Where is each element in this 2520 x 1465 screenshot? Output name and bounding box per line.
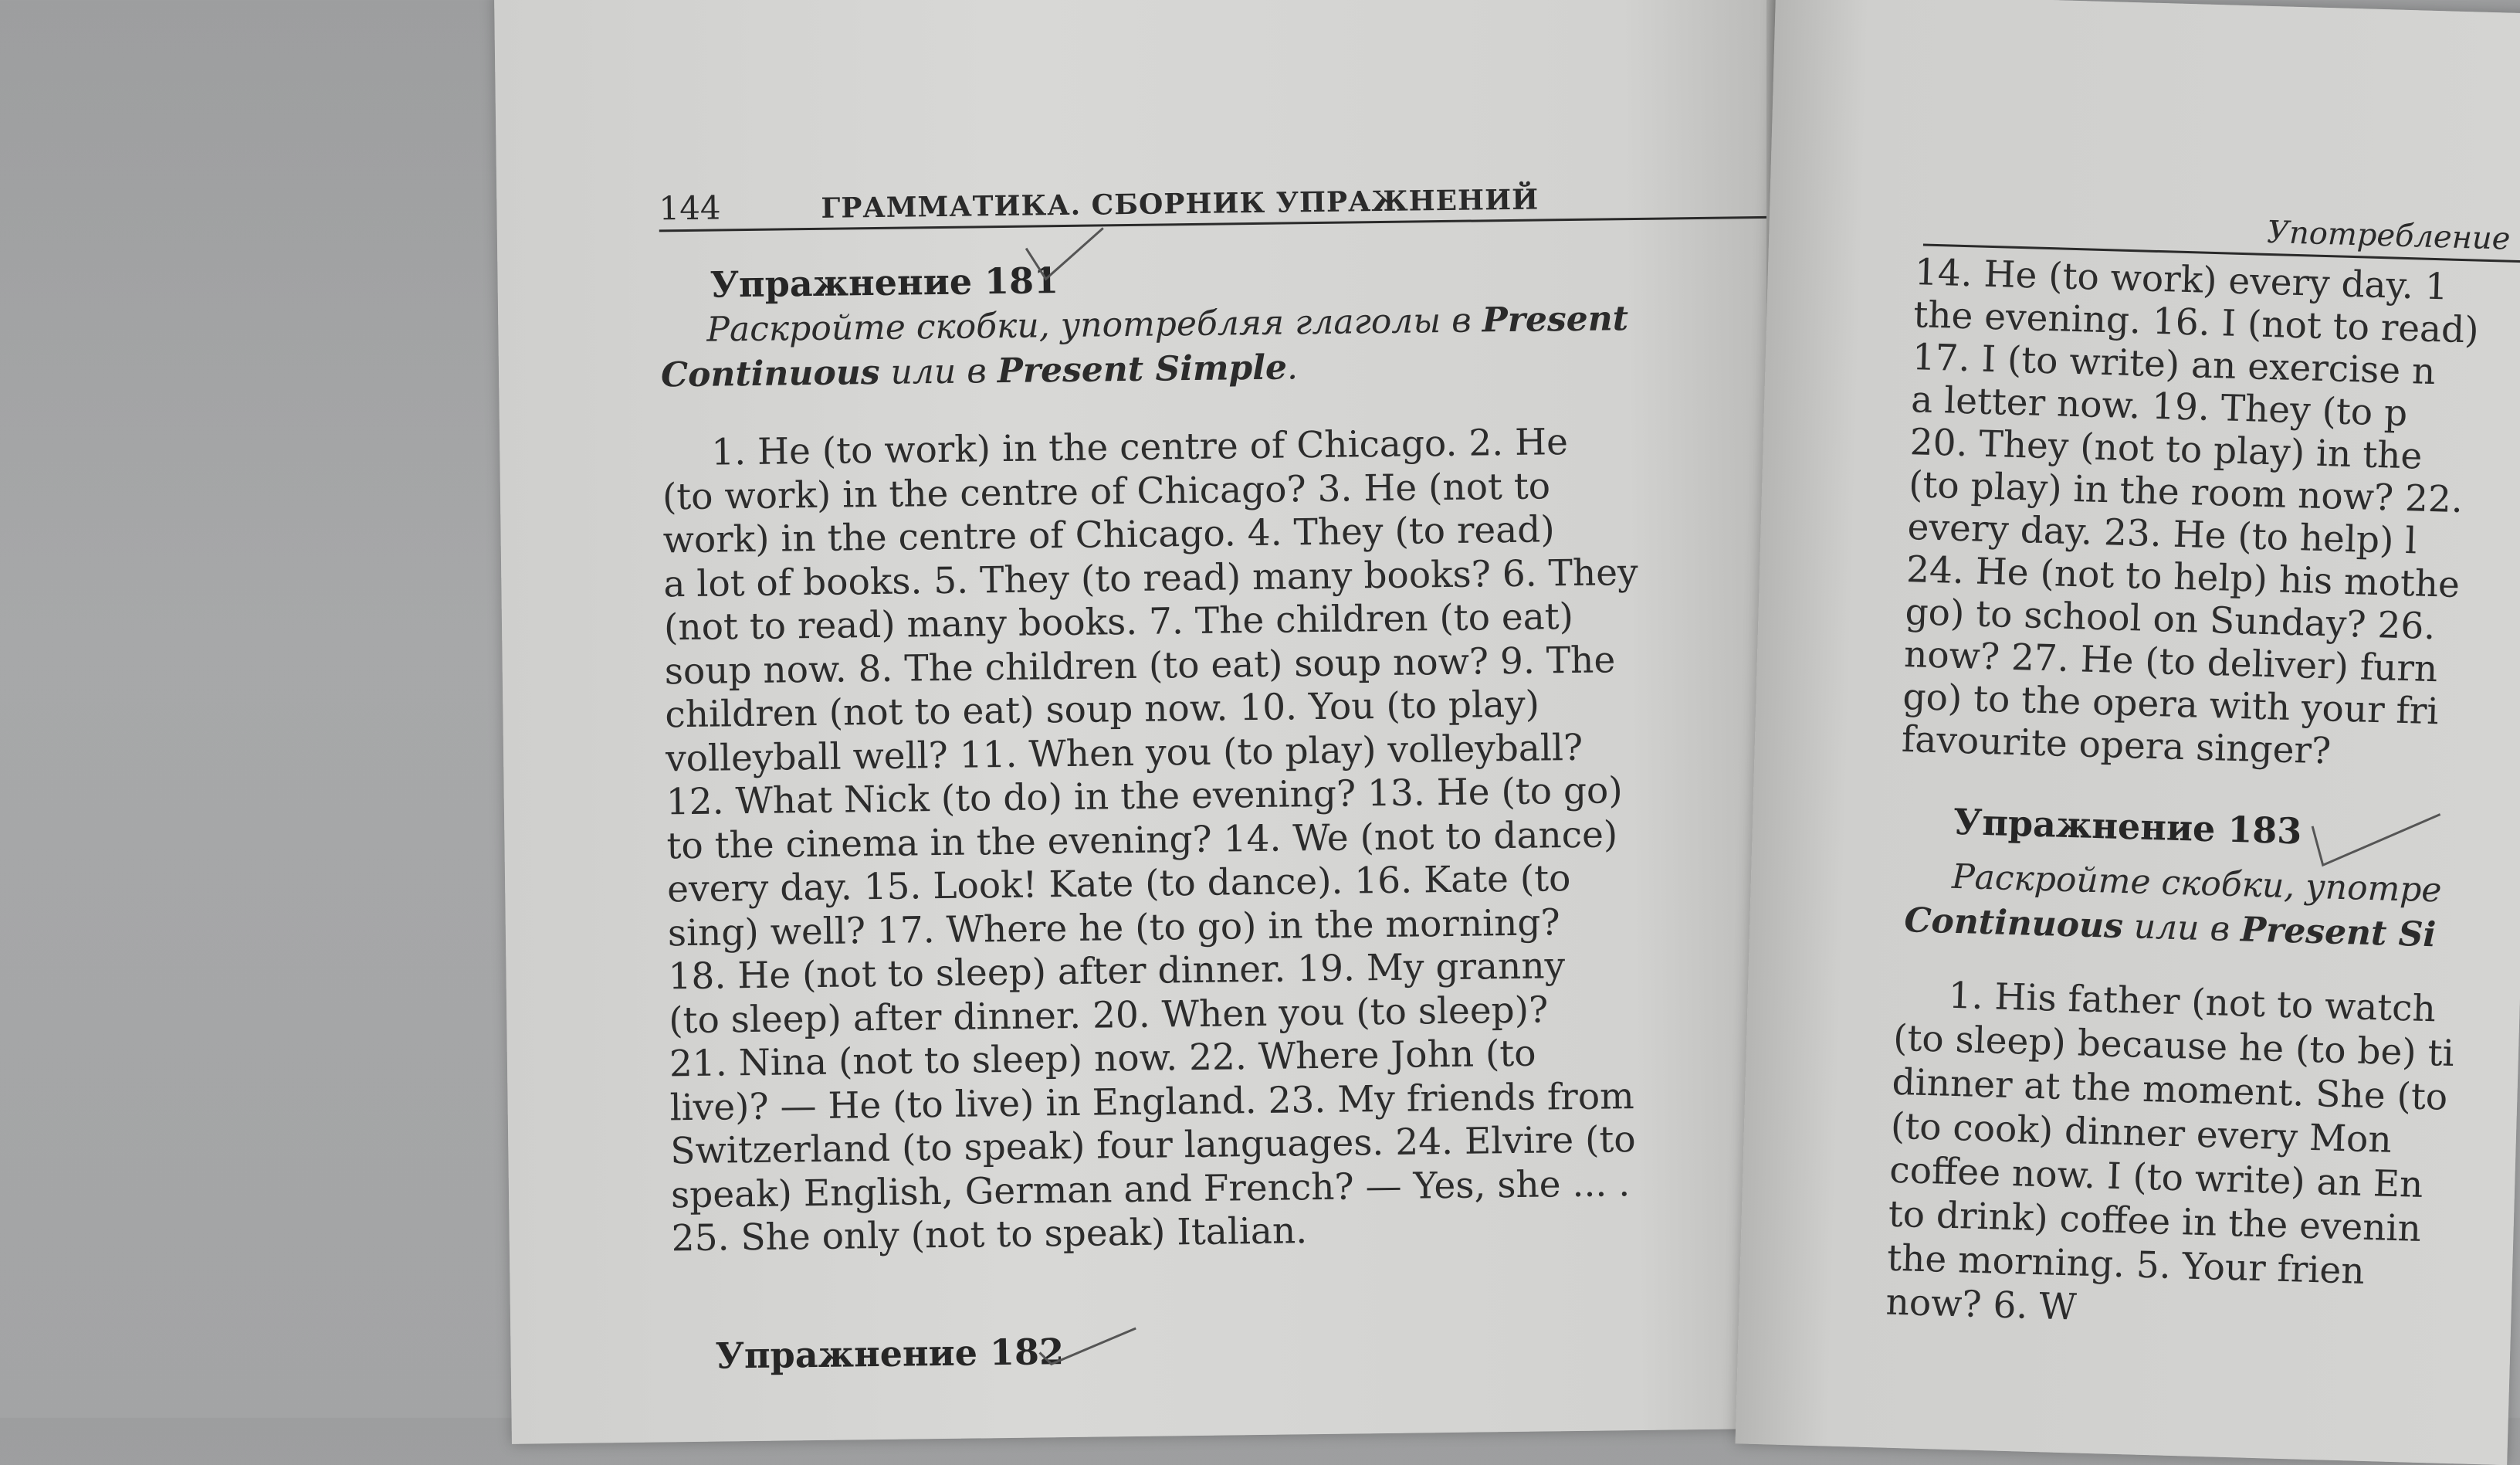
text-line: go) to the opera with your fri [1902,675,2440,734]
text-line: the morning. 5. Your frien [1886,1236,2366,1293]
text-line: (to sleep) because he (to be) ti [1892,1016,2455,1076]
text-line: 21. Nina (not to sleep) now. 22. Where John (to [669,1032,1536,1086]
text-line: children (not to eat) soup now. 10. You (to play) [665,683,1540,737]
text-line: speak) English, German and French? — Yes, she ... . [670,1161,1631,1216]
checkmark-icon [1022,224,1108,287]
text-line: the evening. 16. I (not to read) [1912,293,2480,352]
task-term-2: Present Simple [997,348,1288,392]
text-line: 24. He (not to help) his mothe [1905,548,2461,607]
text-line: go) to school on Sunday? 26. [1904,591,2437,649]
text-line: 1. His father (not to watch [1948,974,2437,1031]
right-page [1736,0,2520,1465]
text-line: favourite opera singer? [1901,717,2332,773]
right-running-head-title: Употребление [2266,214,2512,257]
task-text-2: или в [879,351,998,392]
text-line: dinner at the moment. She (to [1891,1060,2448,1119]
text-line: (to work) in the centre of Chicago? 3. He (not to [662,464,1551,518]
exercise-183-heading: Упражнение 183 [1953,800,2303,853]
task-term-2: Present Si [2240,910,2437,955]
text-line: coffee now. I (to write) an En [1888,1148,2424,1207]
text-line: now? 27. He (to deliver) furn [1903,632,2438,691]
task-term: Continuous [1903,900,2124,947]
text-line: volleyball well? 11. When you (to play) volleyball? [665,726,1583,780]
text-line: now? 6. W [1885,1280,2078,1329]
text-line: 14. He (to work) every day. 1 [1914,251,2449,309]
text-line: (to play) in the room now? 22. [1908,463,2464,522]
text-line: every day. 23. He (to help) l [1906,506,2418,563]
text-line: (to cook) dinner every Mon [1890,1104,2393,1161]
text-line: every day. 15. Look! Kate (to dance). 16. Kate (to [666,857,1571,911]
checkmark-icon [1035,1297,1144,1368]
text-line: sing) well? 17. Where he (to go) in the morning? [667,900,1560,955]
text-line: 25. She only (not to speak) Italian. [671,1209,1308,1260]
left-page [494,0,1793,1444]
exercise-181-heading: Упражнение 181 [710,259,1059,306]
exercise-181-body [662,419,1799,1261]
text-line: soup now. 8. The children (to eat) soup now? 9. The [664,638,1616,693]
running-head [659,170,1779,232]
text-line: 12. What Nick (to do) in the evening? 13. He (to go) [666,769,1623,824]
running-head-title: ГРАММАТИКА. СБОРНИК УПРАЖНЕНИЙ [821,183,1539,225]
text-line: 1. He (to work) in the centre of Chicago. 2. He [710,421,1569,474]
task-text-1: Раскройте скобки, употребляя глаголы в [706,300,1483,350]
text-line: live)? — He (to live) in England. 23. My friends from [669,1074,1635,1129]
text-line: (to sleep) after dinner. 20. When you (to sleep)? [668,988,1549,1042]
text-line: 17. I (to write) an exercise n [1912,336,2437,394]
exercise-181-task [660,295,1757,398]
task-text: или в [2122,907,2241,950]
exercise-183-task-line1: Раскройте скобки, употре [1951,856,2443,911]
text-line: a lot of books. 5. They (to read) many books? 6. They [663,551,1638,605]
text-line: 20. They (not to play) in the [1909,421,2423,478]
text-line: a letter now. 19. They (to p [1910,378,2408,436]
exercise-182-heading: Упражнение 182 [715,1331,1065,1377]
text-line: 18. He (not to sleep) after dinner. 19. My granny [668,944,1566,999]
text-line: to the cinema in the evening? 14. We (not to dance) [666,812,1618,867]
text-line: (not to read) many books. 7. The children (to eat) [663,595,1574,649]
page-number: 144 [659,188,721,228]
text-line: work) in the centre of Chicago. 4. They (to read) [662,508,1555,562]
task-text-end: . [1286,348,1299,388]
task-term-1: Present Continuous [660,299,1629,395]
text-line: to drink) coffee in the evenin [1888,1192,2422,1250]
text-line: Switzerland (to speak) four languages. 24. Elvire (to [670,1118,1636,1173]
